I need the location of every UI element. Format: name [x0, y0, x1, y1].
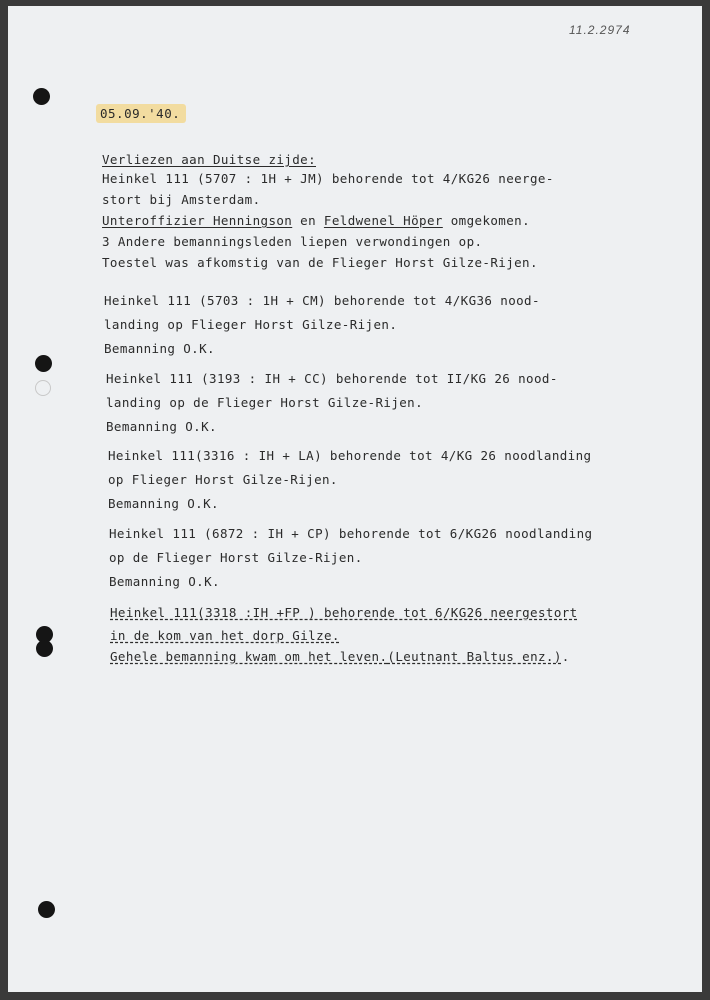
block4-line3: Bemanning O.K.: [108, 496, 219, 511]
block5-line1: Heinkel 111 (6872 : IH + CP) behorende tot 6/KG26 noodlanding: [109, 526, 593, 541]
block3-line3: Bemanning O.K.: [106, 419, 217, 434]
crew-name-1: Unteroffizier Henningson: [102, 213, 293, 228]
archive-number: 11.2.2974: [569, 23, 631, 37]
block3-line1: Heinkel 111 (3193 : IH + CC) behorende tot II/KG 26 nood-: [106, 371, 558, 386]
block1-line2: stort bij Amsterdam.: [102, 192, 261, 207]
block6-line2: in de kom van het dorp Gilze.: [110, 628, 340, 643]
punch-hole-lower-middle-2: [36, 640, 53, 657]
document-date: 05.09.'40.: [96, 104, 186, 123]
document-page: [8, 6, 702, 992]
block4-line2: op Flieger Horst Gilze-Rijen.: [108, 472, 338, 487]
block6-line1: Heinkel 111(3318 :IH +FP ) behorende tot 6/KG26 neergestort: [110, 605, 578, 620]
block4-line1: Heinkel 111(3316 : IH + LA) behorende tot 4/KG 26 noodlanding: [108, 448, 592, 463]
block2-line1: Heinkel 111 (5703 : 1H + CM) behorende tot 4/KG36 nood-: [104, 293, 540, 308]
block5-line3: Bemanning O.K.: [109, 574, 220, 589]
block2-line2: landing op Flieger Horst Gilze-Rijen.: [104, 317, 398, 332]
block1-line1: Heinkel 111 (5707 : 1H + JM) behorende tot 4/KG26 neerge-: [102, 171, 554, 186]
crew-name-2: Feldwenel Höper: [323, 213, 443, 228]
punch-hole-upper-middle: [35, 355, 52, 372]
block3-line2: landing op de Flieger Horst Gilze-Rijen.: [106, 395, 424, 410]
block6-line3: Gehele bemanning kwam om het leven.(Leutnant Baltus enz.).: [110, 649, 570, 664]
block1-line3: Unteroffizier Henningson en Feldwenel Höper omgekomen.: [102, 213, 530, 228]
section-heading: Verliezen aan Duitse zijde:: [102, 152, 316, 167]
block1-line5: Toestel was afkomstig van de Flieger Horst Gilze-Rijen.: [102, 255, 538, 270]
punch-hole-top: [33, 88, 50, 105]
block1-line4: 3 Andere bemanningsleden liepen verwondingen op.: [102, 234, 483, 249]
block2-line3: Bemanning O.K.: [104, 341, 215, 356]
block5-line2: op de Flieger Horst Gilze-Rijen.: [109, 550, 363, 565]
punch-hole-bottom: [38, 901, 55, 918]
punch-hole-faint: [35, 380, 51, 396]
crew-reference: (Leutnant Baltus enz.): [387, 649, 562, 664]
